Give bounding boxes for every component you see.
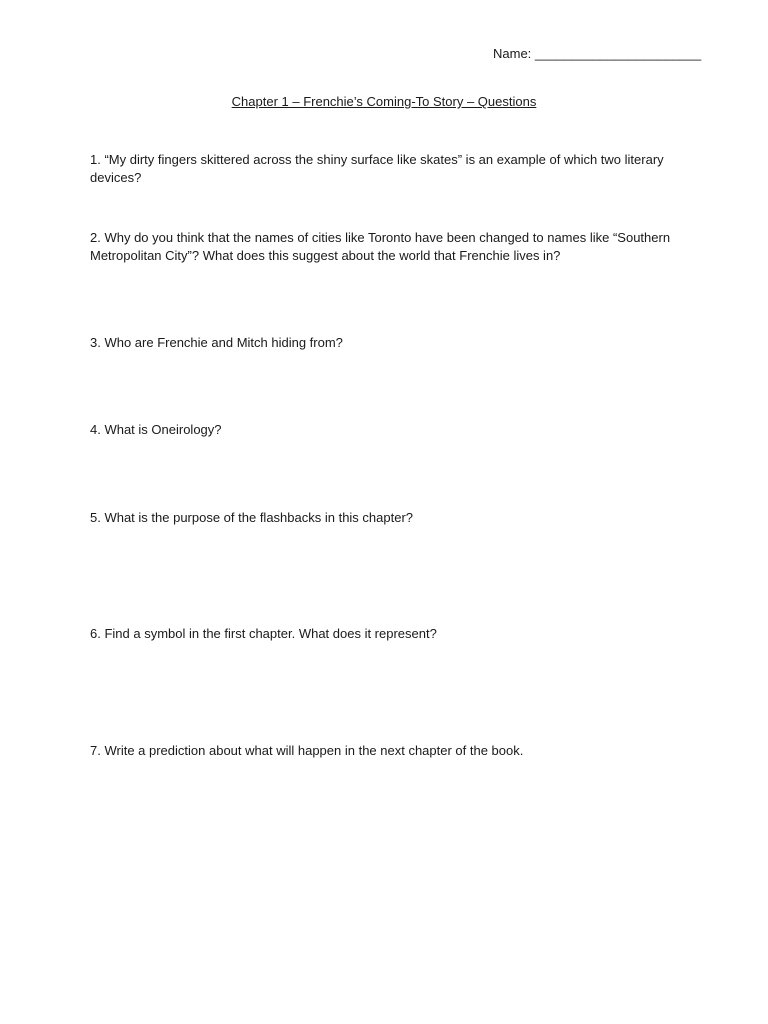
question-1: 1. “My dirty fingers skittered across the shiny surface like skates” is an example of which two literary devices? xyxy=(90,152,664,185)
question-6: 6. Find a symbol in the first chapter. What does it represent? xyxy=(90,626,437,641)
worksheet-title: Chapter 1 – Frenchie’s Coming-To Story – Questions xyxy=(231,94,537,109)
question-4: 4. What is Oneirology? xyxy=(90,422,222,437)
question-7: 7. Write a prediction about what will happen in the next chapter of the book. xyxy=(90,743,524,758)
question-5: 5. What is the purpose of the flashbacks in this chapter? xyxy=(90,510,414,525)
question-2: 2. Why do you think that the names of cities like Toronto have been changed to names like “Southern Metropolitan City”? What does this suggest about the world that Frenchie lives in? xyxy=(90,230,671,263)
name-field-label: Name: _______________________ xyxy=(493,46,702,61)
question-3: 3. Who are Frenchie and Mitch hiding from? xyxy=(90,335,343,350)
